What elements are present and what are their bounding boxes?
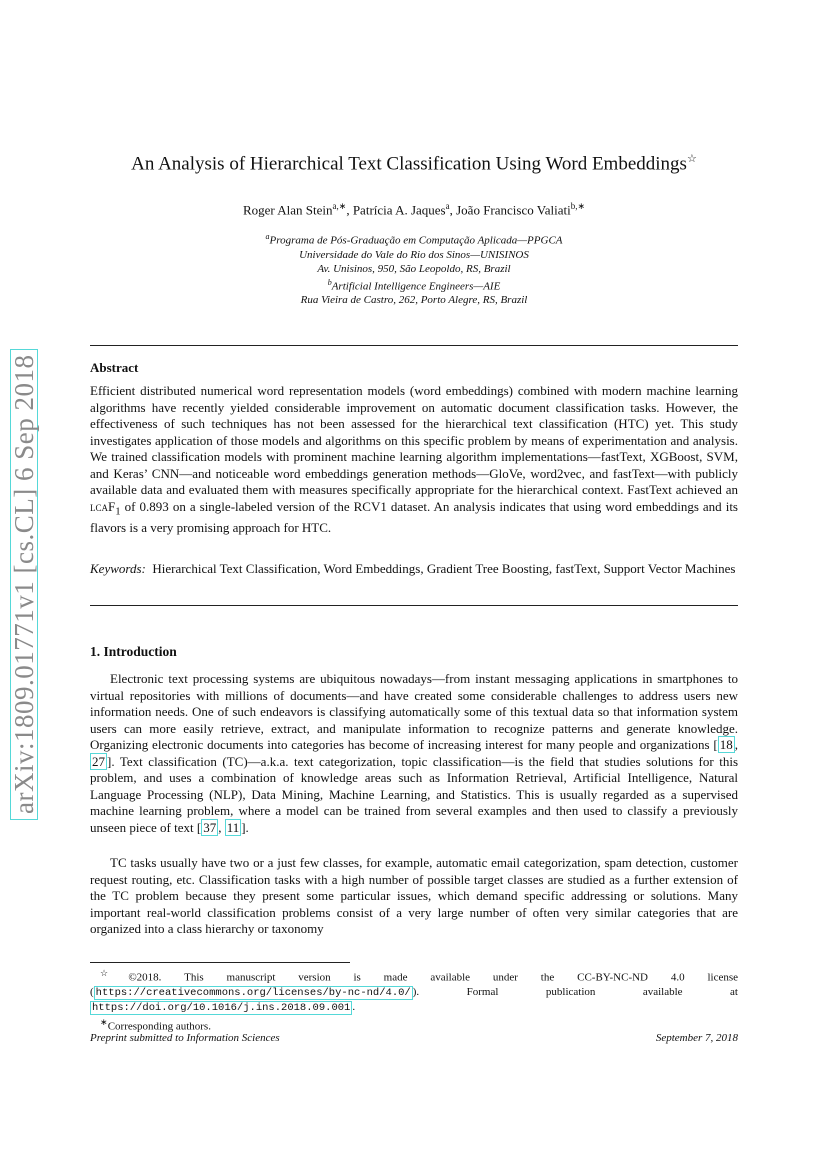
keywords [90, 561, 738, 578]
citation-link[interactable]: 11 [226, 819, 240, 835]
author-name: Patrícia A. Jaques [352, 202, 446, 218]
keywords-text: Hierarchical Text Classification, Word Embeddings, Gradient Tree Boosting, fastText, Support Vector Machines [152, 561, 736, 576]
license-url-link[interactable]: https://creativecommons.org/licenses/by-nc-nd/4.0/ [95, 986, 411, 999]
footer-journal: Preprint submitted to Information Sciences [90, 1032, 280, 1044]
author-list: Roger Alan Stein$^{a,∗}$, Patrícia A. Jaques$^a$, João Francisco Valiati$^{b,∗}$ [242, 201, 585, 218]
affiliation-line: $^a$Programa de Pós-Graduação em Computação Aplicada—PPGCA [265, 232, 563, 247]
author-marks[interactable]: b,∗ [570, 201, 585, 211]
affiliation-line: Universidade do Vale do Rio dos Sinos—UNISINOS [299, 248, 529, 261]
page-footer [90, 1032, 738, 1044]
footnote-license: ☆©2018. This manuscript version is made available under the CC-BY-NC-ND 4.0 license ( https://creativecommons.org/licenses/by-nc-nd/4.0/ ). Formal publication available at https://doi.org/10.1016/j.ins.2018.09.001 . [90, 968, 738, 1014]
keywords-label: Keywords: [90, 561, 146, 576]
doi-url-link[interactable]: https://doi.org/10.1016/j.ins.2018.09.001 [92, 1001, 351, 1014]
affiliation-line: Av. Unisinos, 950, São Leopoldo, RS, Brazil [317, 262, 511, 275]
paper-title [0, 152, 828, 175]
author-name: Roger Alan Stein [242, 202, 333, 218]
footnote-rule [90, 962, 350, 963]
abstract-heading: Abstract [90, 360, 139, 375]
abstract-bottom-rule [90, 605, 738, 606]
intro-paragraph-2: TC tasks usually have two or a just few classes, for example, automatic email categorization, spam detection, customer request routing, etc. Classification tasks with a high number of possible target classes are studied as a further extension of the TC problem because they present some particular issues, which demand specific addressing or solutions. Many important real-world classification problems consist of a very large number of often very similar categories that are organized into a class hierarchy or taxonomy [90, 855, 738, 936]
title-text: An Analysis of Hierarchical Text Classification Using Word Embeddings [131, 153, 687, 175]
footnotes [90, 966, 738, 1033]
citation-link[interactable]: 18 [719, 737, 733, 752]
footnote-corresponding: ∗Corresponding authors. [100, 1016, 211, 1033]
author-marks[interactable]: a [445, 201, 450, 211]
abstract-text: Efficient distributed numerical word representation models (word embeddings) combined with modern machine learning algorithms have recently yielded considerable improvement on automatic document classification tasks. However, the effectiveness of such techniques has not been assessed for the hierarchical text classification (HTC) yet. This study investigates application of those models and algorithms on this specific problem by means of experimentation and analysis. We trained classification models with prominent machine learning algorithm implementations—fastText, XGBoost, SVM, and Keras’ CNN—and noticeable word embeddings generation methods—GloVe, word2vec, and fastText—with publicly available data and evaluated them with measures specifically appropriate for the hierarchical context. FastText achieved an lcaF$_1$ of 0.893 on a single-labeled version of the RCV1 dataset. An analysis indicates that using word embeddings and its flavors is a very promising approach for HTC. [90, 383, 738, 535]
intro-paragraph-1: Electronic text processing systems are ubiquitous nowadays—from instant messaging applications in smartphones to virtual repositories with millions of documents—and have created some considerable challenges to address users new information needs. One of such endeavors is classifying automatically some of this textual data so that information system users can more easily retrieve, extract, and manipulate information to recognize patterns and generate knowledge. Organizing electronic documents into categories has become of increasing interest for many people and organizations [ 18 , 27 ]. Text classification (TC)—a.k.a. text categorization, topic classification—is the field that studies solutions for this problem, and uses a combination of knowledge areas such as Information Retrieval, Artificial Intelligence, Natural Language Processing (NLP), Data Mining, Machine Learning, and Statistics. This is usually regarded as a supervised machine learning problem, where a model can be trained from several examples and then used to classify a previously unseen piece of text [ 37 , 11 ]. [90, 671, 738, 835]
section-heading-introduction: 1. Introduction [90, 644, 177, 659]
abstract-top-rule [90, 345, 738, 346]
affiliation-line: $^b$Artificial Intelligence Engineers—AIE [327, 277, 501, 293]
lcaf-metric: lcaF [90, 498, 116, 514]
arxiv-identifier[interactable]: arXiv:1809.01771v1 [cs.CL] 6 Sep 2018 [10, 349, 38, 820]
citation-link[interactable]: 37 [203, 819, 217, 835]
affiliation-line: Rua Vieira de Castro, 262, Porto Alegre, RS, Brazil [300, 294, 528, 307]
author-name: João Francisco Valiati [456, 202, 571, 218]
title-footnote-mark[interactable]: ☆ [686, 153, 697, 165]
citation-link[interactable]: 27 [92, 753, 105, 769]
author-marks[interactable]: a,∗ [332, 201, 347, 211]
footer-date: September 7, 2018 [655, 1032, 738, 1044]
affiliations [0, 230, 828, 307]
